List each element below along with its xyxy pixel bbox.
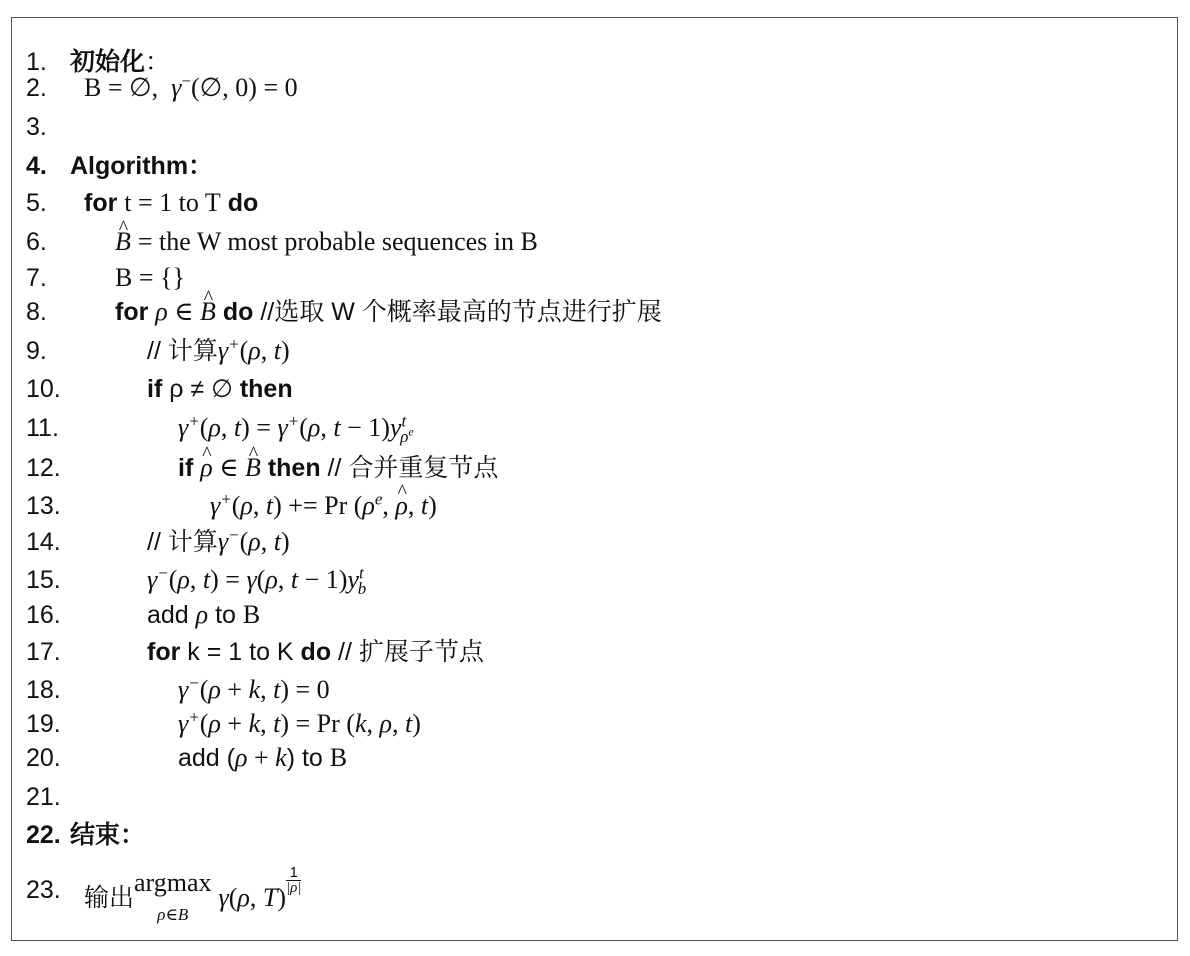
algorithm-box: 1. 初始化： 2. B = ∅, γ−(∅, 0) = 0 3. 4. Algorithm： 5. for t = 1 to T do 6. ^ B = the W most probable sequences in B 7. B = {} 8. for ρ ∈ ^ B do //选取 W 个概率最高的节点进行扩展 9. // 计算γ+(ρ, t) 10. if ρ ≠ ∅ then 11. γ+(ρ, t) = γ+(ρ, $t - 1)y^t_{\rho^e}$ 12. if ^ ρ ∈ ^ B then // 合并重复节点 13. γ+(ρ, t) += Pr ($\rho^e$, ^ ρ, t) 14. // 计算γ−(ρ, t) 15. γ−(ρ, t) = γ(ρ, $t - 1)y^t_b$ 16. add ρ to B 17. for k = 1 to K do // 扩展子节点 18. γ−(ρ + k, t) = 0 19. γ+(ρ + k, t) = Pr (k, ρ, t) 20. add (ρ + k) to B 21. 22. 结束： 23. 输出argmax ρ∈B γ(ρ, T) $\frac{1}{|\rho|}$ xyxy=(11,17,1178,941)
comment: // 合并重复节点 xyxy=(327,454,499,482)
line-number: 10. xyxy=(26,375,61,403)
line-number: 12. xyxy=(26,454,61,482)
line-number: 6. xyxy=(26,228,47,256)
keyword-for: for xyxy=(115,298,149,326)
line-number: 23. xyxy=(26,876,61,904)
init-formula: B = ∅, γ−(∅, 0) = 0 xyxy=(84,71,298,102)
for-formula: ρ xyxy=(155,297,168,326)
set-b: B xyxy=(329,743,348,772)
keyword-do: do xyxy=(300,638,332,666)
child-node: (ρ + k) xyxy=(226,743,296,772)
line-number: 18. xyxy=(26,676,61,704)
comment: //选取 W 个概率最高的节点进行扩展 xyxy=(260,298,662,326)
keyword-add: add xyxy=(147,601,189,629)
b-hat-symbol: ^ B xyxy=(115,225,131,259)
keyword-if: if xyxy=(178,454,194,482)
output-formula: 输出argmax ρ∈B γ(ρ, T) $\frac{1}{|\rho|}$ xyxy=(84,866,301,915)
rho-hat: ^ ρ xyxy=(200,451,212,485)
colon: ： xyxy=(145,48,171,76)
argmax-subscript: ρ∈B xyxy=(157,904,189,924)
keyword-to: to xyxy=(301,744,323,772)
line-number: 8. xyxy=(26,298,47,326)
keyword-add: add xyxy=(178,744,220,772)
b-reset: B = {} xyxy=(115,263,185,292)
child-gamma-minus: γ−(ρ + k, t) = 0 xyxy=(178,673,330,704)
gamma-minus-formula: γ− xyxy=(217,525,240,556)
keyword-do: do xyxy=(222,298,254,326)
line-number: 17. xyxy=(26,638,61,666)
keyword-to: to xyxy=(215,601,236,629)
line-number: 22. xyxy=(26,821,61,849)
line-number: 2. xyxy=(26,74,47,102)
if-condition: ρ ≠ ∅ xyxy=(169,375,233,403)
comment: // 计算 xyxy=(147,528,218,556)
line-number: 16. xyxy=(26,601,61,629)
line-number: 11. xyxy=(26,414,59,442)
line-number: 9. xyxy=(26,337,47,365)
gamma-plus-update: γ+(ρ, t) = γ+(ρ, $t - 1)y^t_{\rho^e}$ xyxy=(178,411,414,447)
keyword-if: if xyxy=(147,375,163,403)
line-number: 14. xyxy=(26,528,61,556)
rho-symbol: ρ xyxy=(195,600,209,629)
line-number: 4. xyxy=(26,152,47,180)
line-number: 21. xyxy=(26,783,61,811)
keyword-then: then xyxy=(267,454,321,482)
keyword-for: for xyxy=(147,638,181,666)
keyword-do: do xyxy=(227,189,259,217)
gamma-plus-formula: γ+ xyxy=(217,334,240,365)
exponent-fraction: $\frac{1}{|\rho|}$ xyxy=(286,863,302,896)
argmax-operator: argmax xyxy=(134,867,212,897)
keyword-for: for xyxy=(84,189,118,217)
line-number: 15. xyxy=(26,566,61,594)
line-number: 19. xyxy=(26,710,61,738)
init-heading: 初始化 xyxy=(70,48,146,76)
comment: // 扩展子节点 xyxy=(338,638,484,666)
algorithm-heading: Algorithm： xyxy=(70,152,214,180)
b-hat-definition: = the W most probable sequences in B xyxy=(137,227,538,256)
loop-range: k = 1 to K xyxy=(187,638,294,666)
end-heading: 结束： xyxy=(70,821,146,849)
output-label: 输出 xyxy=(84,883,135,912)
line-number: 13. xyxy=(26,492,61,520)
keyword-then: then xyxy=(239,375,293,403)
comment: // 计算 xyxy=(147,337,218,365)
line-number: 1. xyxy=(26,48,47,76)
child-gamma-plus: γ+(ρ + k, t) = Pr (k, ρ, t) xyxy=(178,707,421,738)
merge-formula: γ+(ρ, t) += Pr ($\rho^e$, ^ ρ, t) xyxy=(210,489,437,523)
line-number: 20. xyxy=(26,744,61,772)
set-b: B xyxy=(242,600,261,629)
gamma-minus-update: γ−(ρ, t) = γ(ρ, $t - 1)y^t_b$ xyxy=(147,563,367,599)
line-number: 7. xyxy=(26,264,47,292)
line-number: 5. xyxy=(26,189,47,217)
line-number: 3. xyxy=(26,113,47,141)
loop-range: t = 1 to T xyxy=(124,188,221,217)
